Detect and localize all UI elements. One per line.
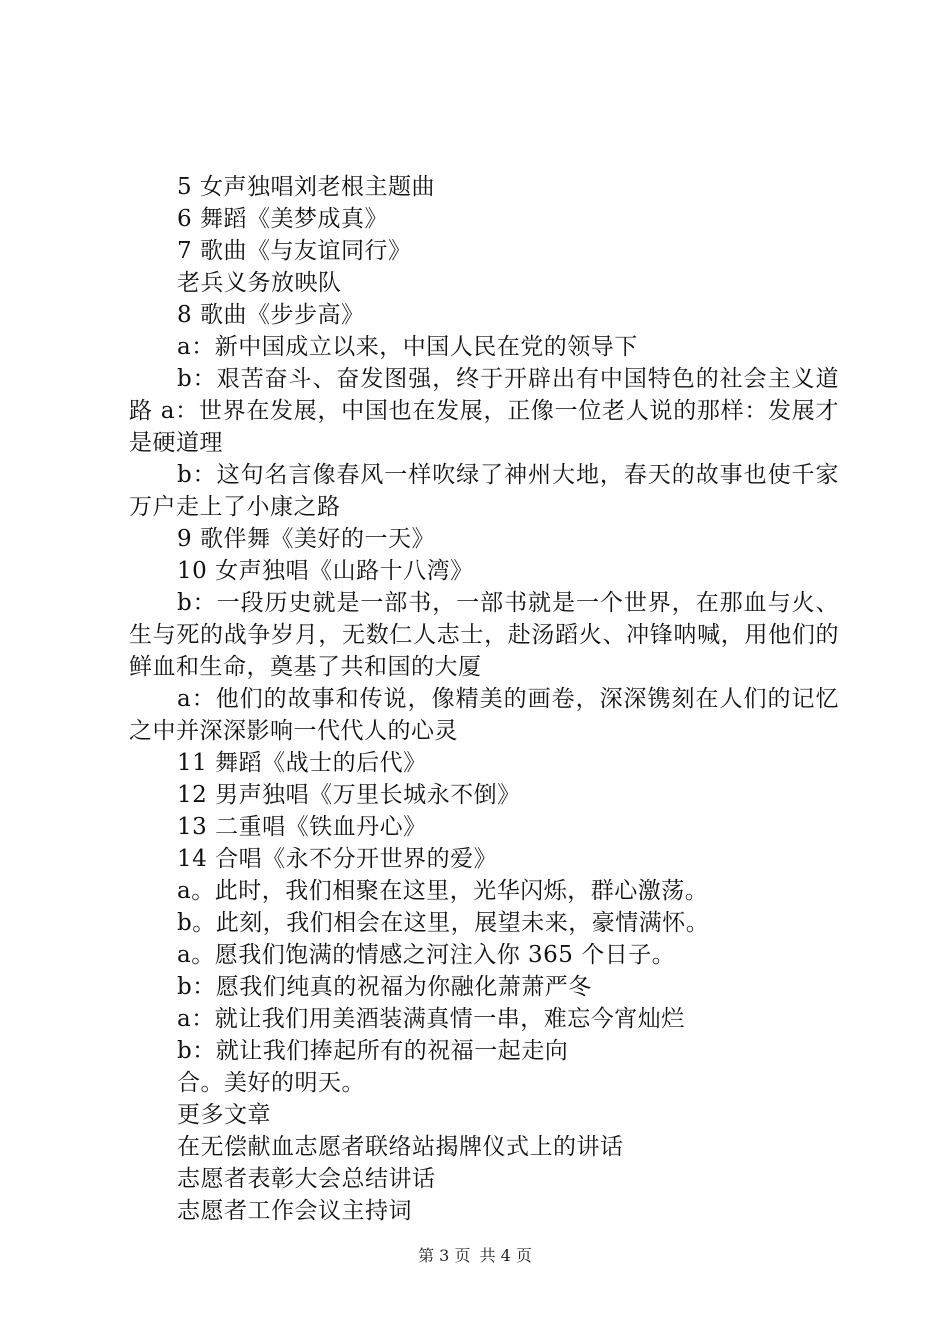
page-total: 共 4 页 bbox=[479, 1246, 532, 1265]
text-line: 志愿者工作会议主持词 bbox=[177, 1198, 412, 1224]
text-line: 13 二重唱《铁血丹心》 bbox=[177, 814, 427, 840]
text-line: 12 男声独唱《万里长城永不倒》 bbox=[177, 782, 521, 808]
text-paragraph: b：一段历史就是一部书，一部书就是一个世界，在那血与火、生与死的战争岁月，无数仁人志士，赴汤蹈火、冲锋呐喊，用他们的鲜血和生命，奠基了共和国的大厦 bbox=[129, 590, 839, 680]
text-line: 7 歌曲《与友谊同行》 bbox=[177, 238, 412, 264]
text-line: 6 舞蹈《美梦成真》 bbox=[177, 206, 388, 232]
text-line: 老兵义务放映队 bbox=[177, 270, 342, 296]
text-line: a：就让我们用美酒装满真情一串，难忘今宵灿烂 bbox=[177, 1006, 685, 1032]
text-line: b：愿我们纯真的祝福为你融化萧萧严冬 bbox=[177, 974, 592, 1000]
text-line: 11 舞蹈《战士的后代》 bbox=[177, 750, 427, 776]
text-paragraph: b：艰苦奋斗、奋发图强，终于开辟出有中国特色的社会主义道路 a：世界在发展，中国也在发展，正像一位老人说的那样：发展才是硬道理 bbox=[129, 366, 839, 456]
text-line: 9 歌伴舞《美好的一天》 bbox=[177, 526, 435, 552]
text-line: 14 合唱《永不分开世界的爱》 bbox=[177, 846, 498, 872]
text-line: 在无偿献血志愿者联络站揭牌仪式上的讲话 bbox=[177, 1134, 624, 1160]
text-line: b。此刻，我们相会在这里，展望未来，豪情满怀。 bbox=[177, 910, 710, 936]
page-number: 第 3 页 bbox=[418, 1246, 471, 1265]
text-line: 更多文章 bbox=[177, 1102, 271, 1128]
text-line: 志愿者表彰大会总结讲话 bbox=[177, 1166, 436, 1192]
text-line: a。愿我们饱满的情感之河注入你 365 个日子。 bbox=[177, 942, 676, 968]
text-line: 合。美好的明天。 bbox=[177, 1070, 365, 1096]
text-paragraph: b：这句名言像春风一样吹绿了神州大地，春天的故事也使千家万户走上了小康之路 bbox=[129, 462, 839, 520]
text-line: 10 女声独唱《山路十八湾》 bbox=[177, 558, 474, 584]
page-footer bbox=[0, 1243, 950, 1266]
text-line: a。此时，我们相聚在这里，光华闪烁，群心激荡。 bbox=[177, 878, 709, 904]
text-line: 8 歌曲《步步高》 bbox=[177, 302, 365, 328]
text-line: b：就让我们捧起所有的祝福一起走向 bbox=[177, 1038, 569, 1064]
document-body bbox=[129, 171, 839, 1227]
text-paragraph: a：他们的故事和传说，像精美的画卷，深深镌刻在人们的记忆之中并深深影响一代代人的心灵 bbox=[129, 686, 839, 744]
text-line: 5 女声独唱刘老根主题曲 bbox=[177, 174, 435, 200]
text-line: a：新中国成立以来，中国人民在党的领导下 bbox=[177, 334, 638, 360]
